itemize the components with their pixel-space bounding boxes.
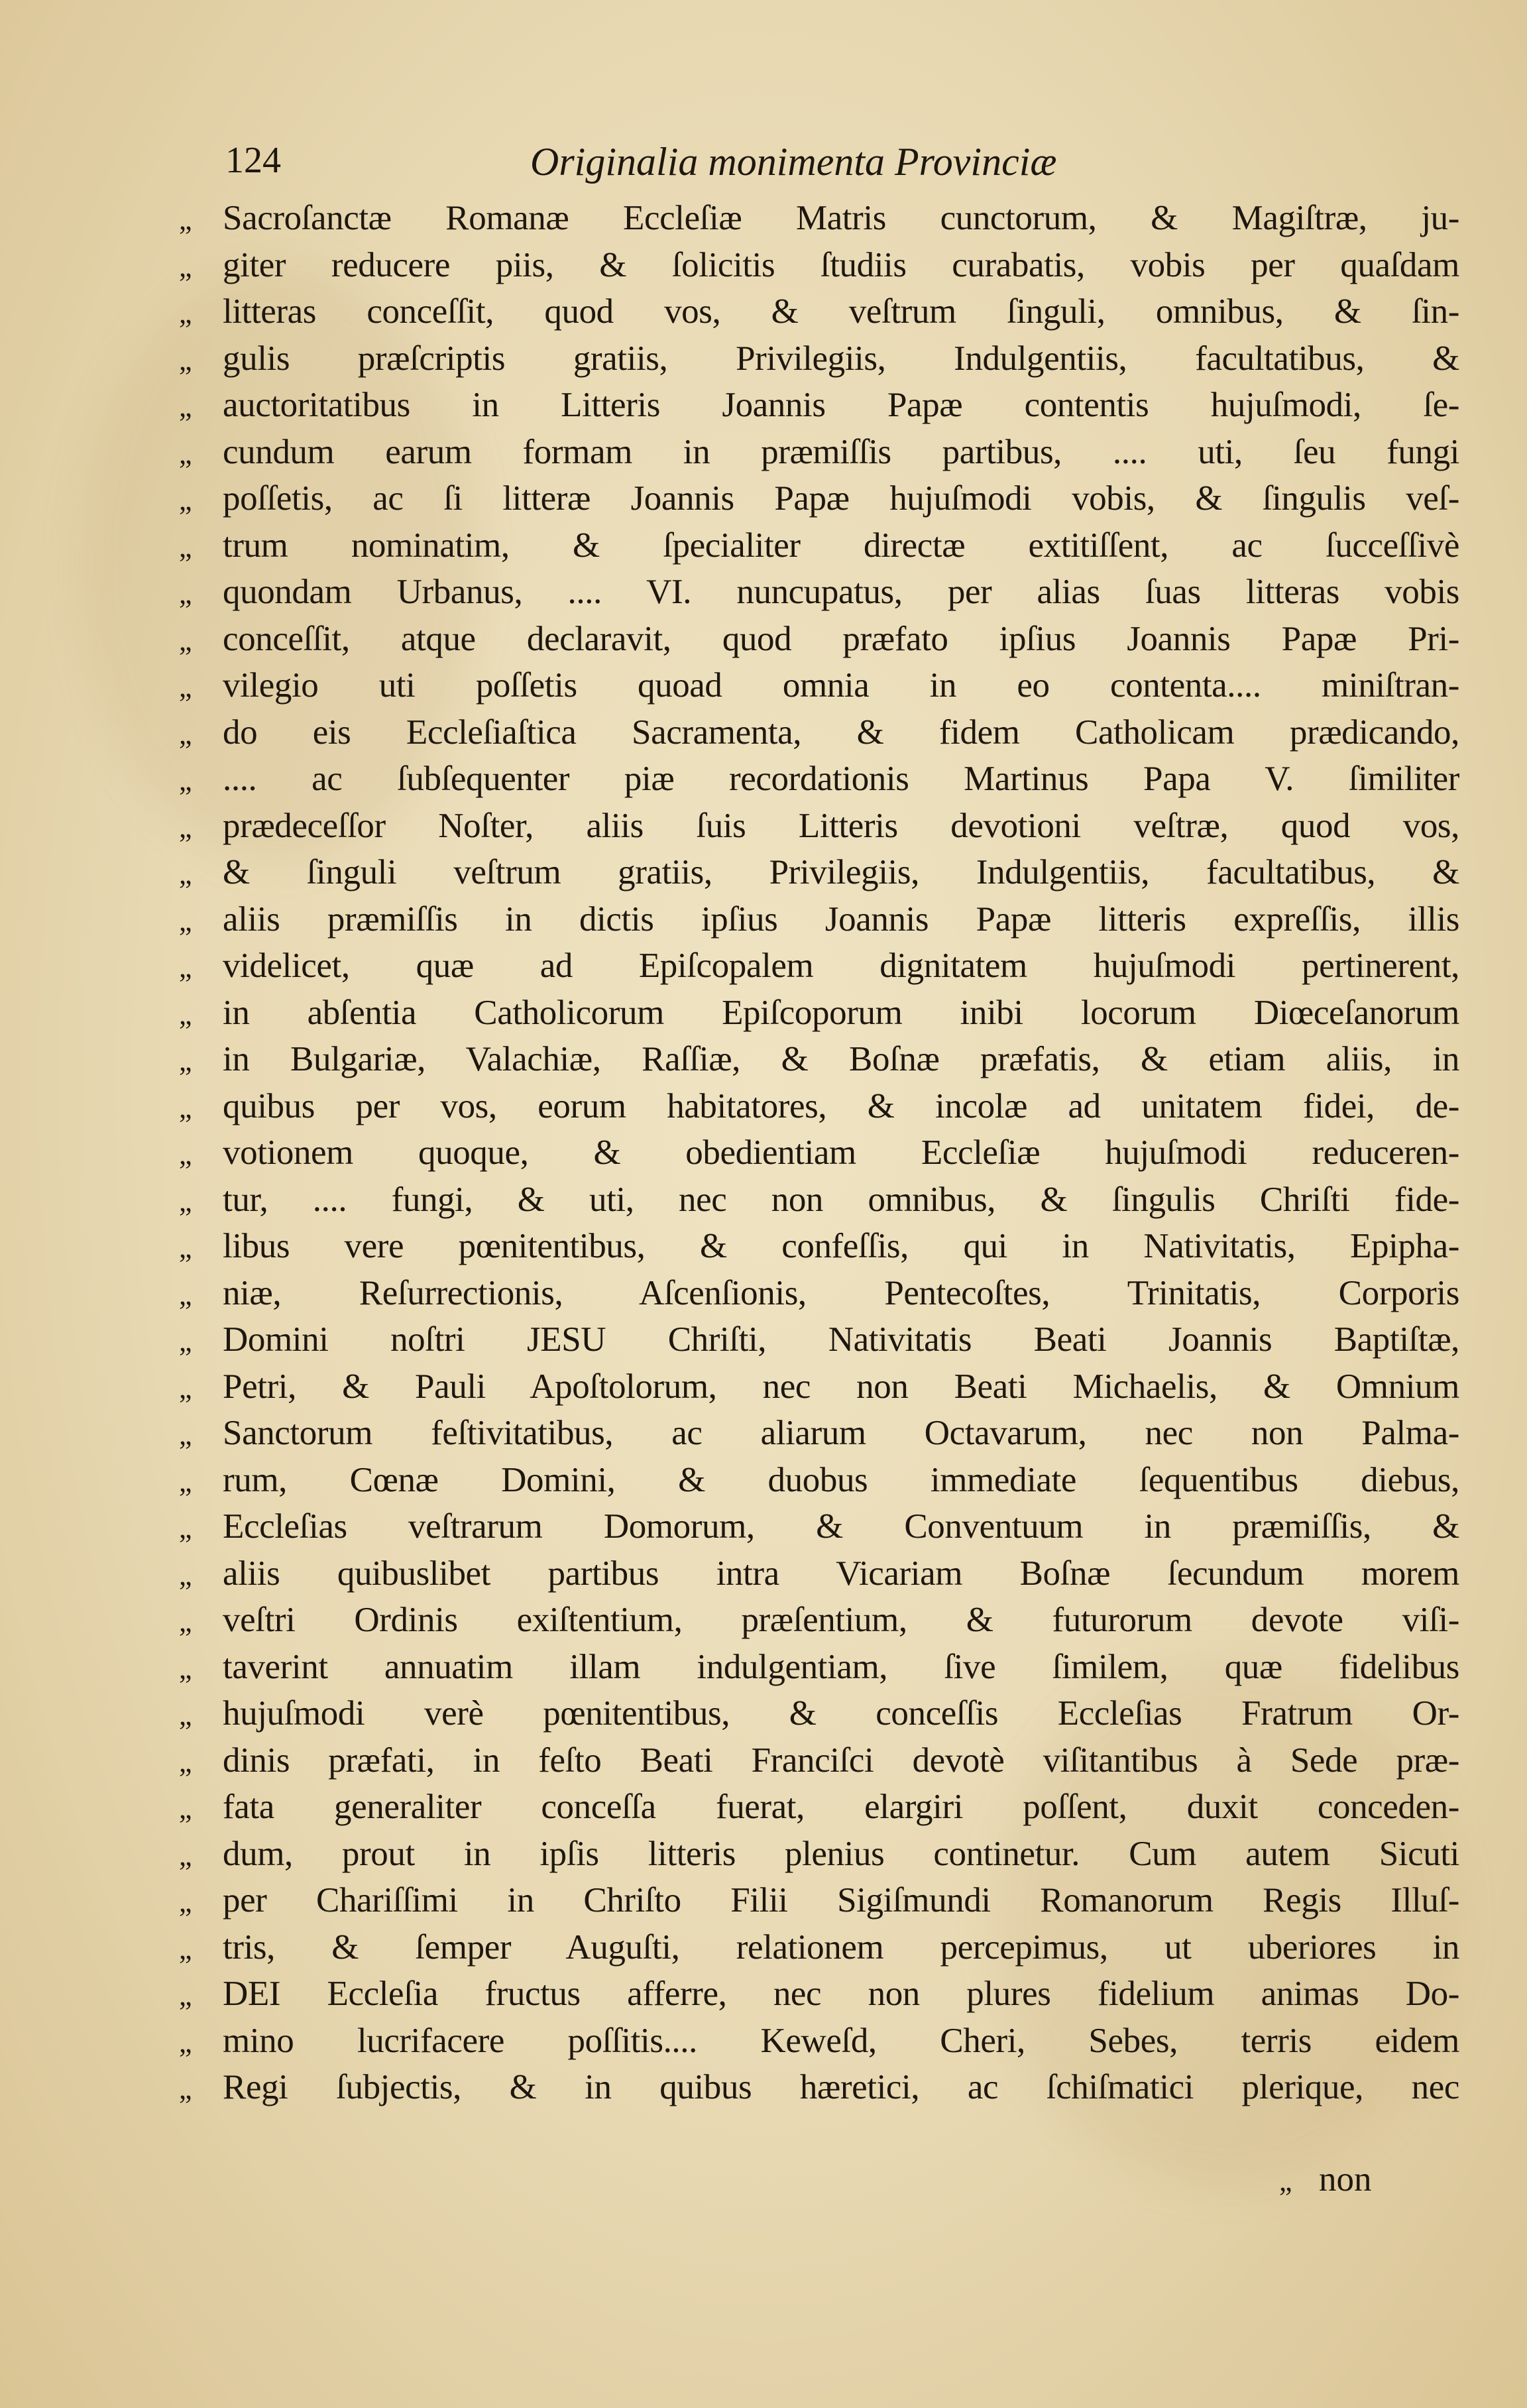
text-line <box>179 1413 1465 1460</box>
quote-mark: „ <box>179 530 192 563</box>
line-text: quibus per vos, eorum habitatores, & incolæ ad unitatem fidei, de- <box>223 1086 1459 1125</box>
line-text: veſtri Ordinis exiſtentium, præſentium, & futurorum devote viſi- <box>223 1601 1459 1639</box>
quote-mark: „ <box>179 1558 192 1591</box>
quote-mark: „ <box>179 437 192 470</box>
text-line <box>179 993 1465 1040</box>
text-line <box>179 339 1465 386</box>
text-line <box>179 1086 1465 1133</box>
quote-mark: „ <box>179 1325 192 1357</box>
quote-mark: „ <box>179 2073 192 2105</box>
line-text: do eis Eccleſiaſtica Sacramenta, & fidem Catholicam prædicando, <box>223 713 1459 752</box>
text-line <box>179 619 1465 666</box>
text-line <box>179 1039 1465 1086</box>
text-line <box>179 526 1465 573</box>
text-line <box>179 1507 1465 1554</box>
line-text: gulis præſcriptis gratiis, Privilegiis, Indulgentiis, facultatibus, & <box>223 339 1459 378</box>
text-line <box>179 806 1465 853</box>
line-text: aliis quibuslibet partibus intra Vicariam Boſnæ ſecundum morem <box>223 1554 1459 1593</box>
text-line <box>179 1787 1465 1834</box>
text-line <box>179 432 1465 479</box>
quote-mark: „ <box>179 2026 192 2059</box>
line-text: votionem quoque, & obedientiam Eccleſiæ hujuſmodi reduceren- <box>223 1133 1459 1172</box>
quote-mark: „ <box>179 1979 192 2012</box>
quote-mark: „ <box>179 951 192 984</box>
text-line <box>179 1180 1465 1227</box>
quote-mark: „ <box>179 1699 192 1731</box>
quote-mark: „ <box>179 1886 192 1918</box>
page-header <box>225 133 1438 192</box>
text-line <box>179 1554 1465 1601</box>
catchword <box>1279 2159 1372 2199</box>
catchword-text: non <box>1319 2160 1372 2199</box>
line-text: videlicet, quæ ad Epiſcopalem dignitatem hujuſmodi pertinerent, <box>223 946 1459 985</box>
line-text: per Chariſſimi in Chriſto Filii Sigiſmundi Romanorum Regis Illuſ- <box>223 1881 1459 1920</box>
line-text: prædeceſſor Noſter, aliis ſuis Litteris devotioni veſtræ, quod vos, <box>223 806 1459 845</box>
quote-mark: „ <box>179 1652 192 1685</box>
line-text: dinis præfati, in feſto Beati Franciſci devotè viſitantibus à Sede præ- <box>223 1741 1459 1780</box>
text-line <box>179 852 1465 899</box>
line-text: poſſetis, ac ſi litteræ Joannis Papæ hujuſmodi vobis, & ſingulis veſ- <box>223 479 1459 518</box>
text-line <box>179 1273 1465 1320</box>
line-text: cundum earum formam in præmiſſis partibus, .... uti, ſeu fungi <box>223 432 1459 471</box>
quote-mark: „ <box>179 811 192 844</box>
text-line <box>179 1927 1465 1975</box>
line-text: & ſinguli veſtrum gratiis, Privilegiis, Indulgentiis, facultatibus, & <box>223 853 1459 891</box>
text-line <box>179 1834 1465 1881</box>
text-line <box>179 1741 1465 1788</box>
line-text: Sacroſanctæ Romanæ Eccleſiæ Matris cunctorum, & Magiſtræ, ju- <box>223 199 1459 237</box>
line-text: mino lucrifacere poſſitis.... Keweſd, Cheri, Sebes, terris eidem <box>223 2021 1459 2060</box>
text-line <box>179 245 1465 292</box>
text-line <box>179 946 1465 993</box>
quote-mark: „ <box>179 904 192 937</box>
text-line <box>179 1693 1465 1741</box>
quote-mark: „ <box>179 250 192 283</box>
line-text: trum nominatim, & ſpecialiter directæ extitiſſent, ac ſucceſſivè <box>223 526 1459 565</box>
line-text: Domini noſtri JESU Chriſti, Nativitatis Beati Joannis Baptiſtæ, <box>223 1320 1459 1359</box>
quote-mark: „ <box>1279 2165 1292 2197</box>
quote-mark: „ <box>179 1418 192 1451</box>
line-text: tris, & ſemper Auguſti, relationem percepimus, ut uberiores in <box>223 1927 1459 1967</box>
text-line <box>179 479 1465 526</box>
text-line <box>179 759 1465 806</box>
text-line <box>179 1226 1465 1273</box>
quote-mark: „ <box>179 717 192 750</box>
line-text: quondam Urbanus, .... VI. nuncupatus, per alias ſuas litteras vobis <box>223 573 1459 611</box>
text-line <box>179 1320 1465 1367</box>
text-line <box>179 899 1465 946</box>
line-text: litteras conceſſit, quod vos, & veſtrum ſinguli, omnibus, & ſin- <box>223 292 1459 331</box>
line-text: rum, Cœnæ Domini, & duobus immediate ſequentibus diebus, <box>223 1460 1459 1499</box>
text-line <box>179 713 1465 760</box>
quote-mark: „ <box>179 343 192 376</box>
line-text: .... ac ſubſequenter piæ recordationis Martinus Papa V. ſimiliter <box>223 760 1459 798</box>
line-text: dum, prout in ipſis litteris plenius continetur. Cum autem Sicuti <box>223 1834 1459 1873</box>
line-text: auctoritatibus in Litteris Joannis Papæ contentis hujuſmodi, ſe- <box>223 386 1459 424</box>
text-line <box>179 1133 1465 1180</box>
quote-mark: „ <box>179 998 192 1031</box>
line-text: in abſentia Catholicorum Epiſcoporum inibi locorum Diœceſanorum <box>223 993 1459 1032</box>
text-line <box>179 198 1465 245</box>
text-line <box>179 1600 1465 1647</box>
quote-mark: „ <box>179 1045 192 1077</box>
quote-mark: „ <box>179 1745 192 1778</box>
text-line <box>179 665 1465 713</box>
text-line <box>179 292 1465 339</box>
text-line <box>179 2021 1465 2068</box>
line-text: niæ, Reſurrectionis, Aſcenſionis, Pentecoſtes, Trinitatis, Corporis <box>223 1273 1459 1312</box>
line-text: tur, .... fungi, & uti, nec non omnibus, & ſingulis Chriſti fide- <box>223 1180 1459 1219</box>
line-text: libus vere pœnitentibus, & confeſſis, qui in Nativitatis, Epipha- <box>223 1227 1459 1265</box>
quote-mark: „ <box>179 203 192 236</box>
quote-mark: „ <box>179 858 192 890</box>
line-text: fata generaliter conceſſa fuerat, elargiri poſſent, duxit conceden- <box>223 1788 1459 1826</box>
line-text: taverint annuatim illam indulgentiam, ſive ſimilem, quæ fidelibus <box>223 1647 1459 1686</box>
page-number: 124 <box>225 140 281 181</box>
quote-mark: „ <box>179 1605 192 1638</box>
quote-mark: „ <box>179 1792 192 1825</box>
text-line <box>179 1880 1465 1927</box>
quote-mark: „ <box>179 577 192 610</box>
quote-mark: „ <box>179 671 192 703</box>
line-text: vilegio uti poſſetis quoad omnia in eo contenta.... miniſtran- <box>223 666 1459 705</box>
line-text: Eccleſias veſtrarum Domorum, & Conventuum in præmiſſis, & <box>223 1507 1459 1546</box>
quote-mark: „ <box>179 1465 192 1498</box>
quote-mark: „ <box>179 1839 192 1872</box>
line-text: conceſſit, atque declaravit, quod præfato ipſius Joannis Papæ Pri- <box>223 619 1459 658</box>
quote-mark: „ <box>179 1184 192 1218</box>
quote-mark: „ <box>179 1091 192 1124</box>
line-text: DEI Eccleſia fructus afferre, nec non plures fidelium animas Do- <box>223 1975 1459 2013</box>
running-title: Originalia monimenta Provinciæ <box>530 140 1057 184</box>
line-text: in Bulgariæ, Valachiæ, Raſſiæ, & Boſnæ præfatis, & etiam aliis, in <box>223 1040 1459 1078</box>
text-line <box>179 1647 1465 1694</box>
quote-mark: „ <box>179 484 192 516</box>
quote-mark: „ <box>179 1512 192 1544</box>
text-line <box>179 1974 1465 2021</box>
line-text: hujuſmodi verè pœnitentibus, & conceſſis Eccleſias Fratrum Or- <box>223 1694 1459 1733</box>
text-line <box>179 1367 1465 1414</box>
quote-mark: „ <box>179 297 192 329</box>
line-text: Petri, & Pauli Apoſtolorum, nec non Beati Michaelis, & Omnium <box>223 1367 1459 1406</box>
quote-mark: „ <box>179 624 192 657</box>
quote-mark: „ <box>179 390 192 423</box>
quote-mark: „ <box>179 764 192 797</box>
line-text: Regi ſubjectis, & in quibus hæretici, ac ſchiſmatici plerique, nec <box>223 2068 1459 2106</box>
line-text: giter reducere piis, & ſolicitis ſtudiis curabatis, vobis per quaſdam <box>223 245 1459 284</box>
line-text: Sanctorum feſtivitatibus, ac aliarum Octavarum, nec non Palma- <box>223 1414 1459 1452</box>
text-line <box>179 1460 1465 1507</box>
text-line <box>179 385 1465 432</box>
body-text <box>179 198 1465 2114</box>
quote-mark: „ <box>179 1371 192 1405</box>
text-line <box>179 2067 1465 2114</box>
quote-mark: „ <box>179 1138 192 1171</box>
text-line <box>179 572 1465 619</box>
quote-mark: „ <box>179 1932 192 1965</box>
quote-mark: „ <box>179 1232 192 1264</box>
line-text: aliis præmiſſis in dictis ipſius Joannis Papæ litteris expreſſis, illis <box>223 899 1459 939</box>
quote-mark: „ <box>179 1278 192 1311</box>
